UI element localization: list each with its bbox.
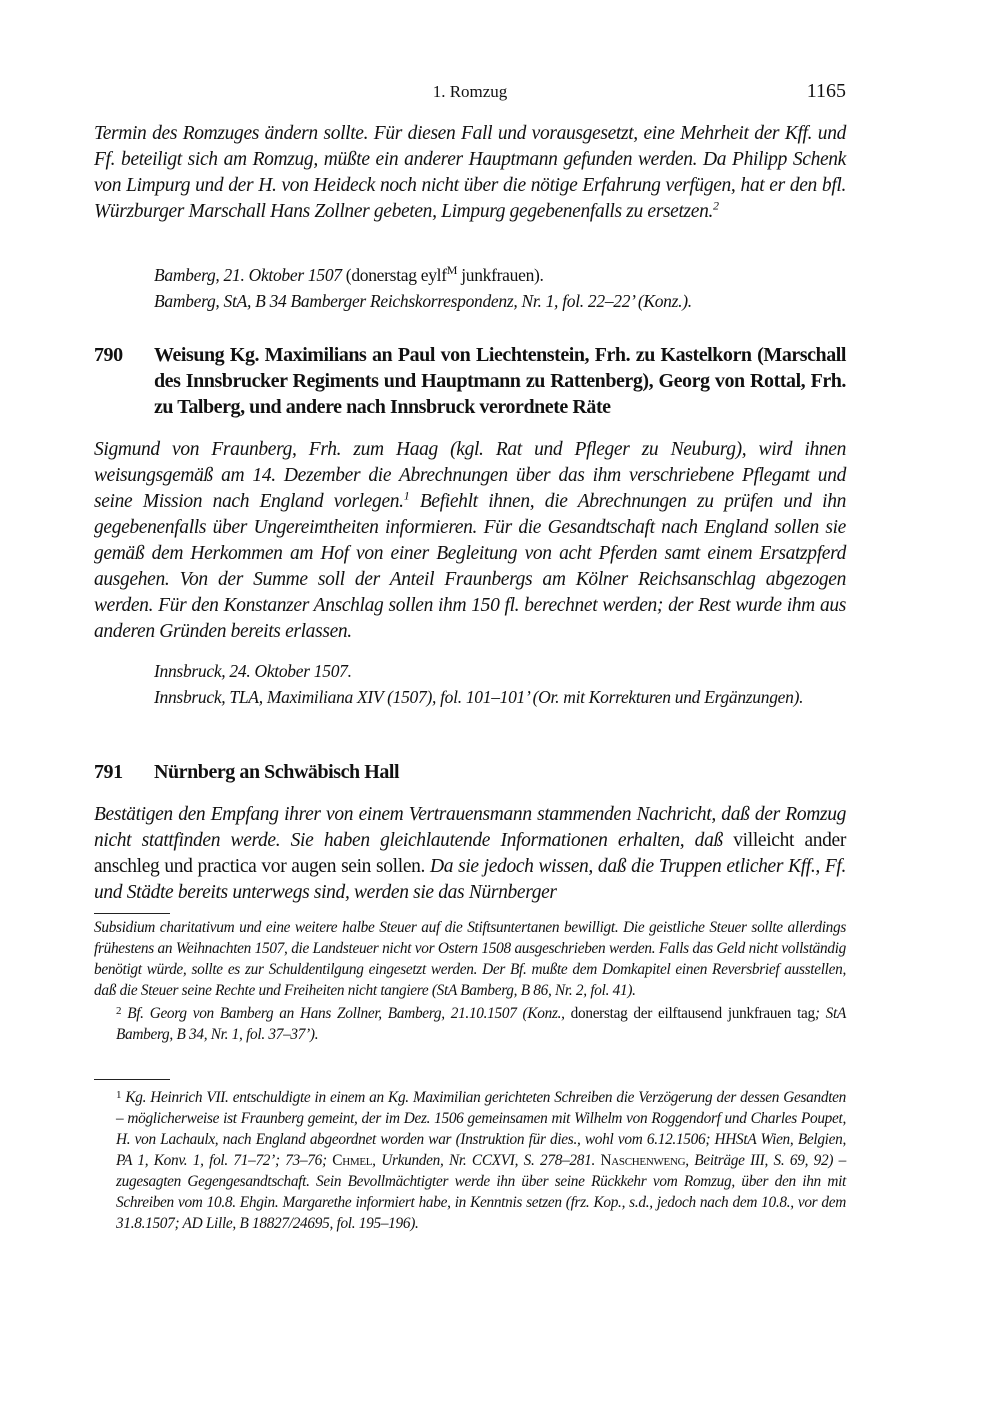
footnotes-previous [94, 917, 846, 1045]
entry-title: Nürnberg an Schwäbisch Hall [154, 761, 400, 783]
previous-entry-continuation [94, 121, 846, 225]
entry-title: Weisung Kg. Maximilians an Paul von Liechtenstein, Frh. zu Kastelkorn (Marschall des Innsbrucker Regiments und Hauptmann zu Rattenberg), Georg von Rottal, Frh. zu Talberg, und andere nach Innsbruck verordnete Räte [154, 344, 846, 418]
running-head [94, 82, 846, 106]
entry-791-summary: Bestätigen den Empfang ihrer von einem Vertrauensmann stammenden Nachricht, daß der Romzug nicht stattfinden werde. Sie haben gleichlautende Informationen erhalten, daß villeicht ander anschleg und practica vor augen sein sollen. Da sie jedoch wissen, daß die Truppen etlicher Kff., Ff. und Städte bereits unterwegs sind, werden sie das Nürnberger [94, 804, 846, 903]
chapter-title: 1. Romzug [432, 82, 508, 101]
footnote-ref[interactable]: 2 [713, 198, 719, 213]
footnote-1: $^1$ Kg. Heinrich VII. entschuldigte in einem an Kg. Maximilian gerichteten Schreiben die Verzögerung der dessen Gesandten – möglicherweise ist Fraunberg gemeint, der im Dez. 1506 gemeinsamen mit Wilhelm von Roggendorf und Charles Poupet, H. von Lachaulx, nach England abgeordnet worden war (Instruktion für dies., wohl vom 6.12.1506; HHStA Wien, Belgien, PA 1, Konv. 1, fol. 71–72’; 73–76; Chmel, Urkunden, Nr. CCXVI, S. 278–281. Naschenweng, Beiträge III, S. 69, 92) – zugesagten Gegengesandtschaft. Sein Bevollmächtigter werde ihn über seine Rückkehr vom Romzug, über den ihn mit Schreiben vom 10.8. Ehgin. Margarethe informiert habe, in Kenntnis setzen (frz. Kop., s.d., jedoch nach dem 10.8., vor dem 31.8.1507; AD Lille, B 18827/24695, fol. 195–196). [116, 1089, 846, 1232]
entry-790-meta [154, 658, 846, 710]
footnote-divider [94, 1079, 170, 1080]
entry-790-summary: Sigmund von Fraunberg, Frh. zum Haag (kgl. Rat und Pfleger zu Neuburg), wird ihnen weisungsgemäß am 14. Dezember die Abrechnungen über das ihm verschriebene Pflegamt und seine Mission nach England vorlegen.$^1$ Befiehlt ihnen, die Abrechnungen zu prüfen und ihn gegebenenfalls über Ungereimtheiten informieren. Für die Gesandtschaft nach England sollen sie gemäß dem Herkommen am Hof von einer Begleitung von acht Pferden samt einem Ersatzpferd ausgehen. Von der Summe soll der Anteil Fraunbergs am Kölner Reichsanschlag abgezogen werden. Für den Konstanzer Anschlag sollen ihm 150 fl. berechnet werden; der Rest wurde ihm aus anderen Gründen bereits erlassen. [94, 439, 847, 642]
footnote-2: $^2$ Bf. Georg von Bamberg an Hans Zollner, Bamberg, 21.10.1507 (Konz., donerstag der eilftausend junkfrauen tag; StA Bamberg, B 34, Nr. 1, fol. 37–37’). [116, 1005, 846, 1043]
page-number: 1165 [806, 80, 846, 102]
footnote-divider [94, 913, 170, 914]
entry-number: 790 [94, 344, 123, 366]
quoted-source-text: villeicht ander anschleg und practica vor augen sein sollen. [94, 830, 846, 877]
entry-heading-791 [94, 759, 846, 785]
entry-number: 791 [94, 761, 123, 783]
entry-789-meta [154, 262, 846, 314]
entry-source: Bamberg, StA, B 34 Bamberger Reichskorrespondenz, Nr. 1, fol. 22–22’ (Konz.). [154, 291, 692, 311]
entry-heading-790 [94, 342, 846, 420]
footnote-continuation: Subsidium charitativum und eine weitere halbe Steuer auf die Stiftsuntertanen bewilligt. Die geistliche Steuer sollte allerdings frühestens an Weihnachten 1507, die Landsteuer nicht vor Ostern 1508 ausgeschrieben werden. Falls das Geld nicht vollständig benötigt würde, sollte es zur Schuldentilgung eingesetzt werden. Der Bf. mußte dem Domkapitel einen Reversbrief ausstellen, daß die Steuer seine Rechte und Freiheiten nicht tangiere (StA Bamberg, B 86, Nr. 2, fol. 41). [94, 919, 846, 999]
continuation-summary: Termin des Romzuges ändern sollte. Für diesen Fall und vorausgesetzt, eine Mehrheit der Kff. und Ff. beteiligt sich am Romzug, müßte ein anderer Hauptmann gefunden werden. Da Philipp Schenk von Limpurg und der H. von Heideck noch nicht über die nötige Erfahrung verfügen, hat er den bfl. Würzburger Marschall Hans Zollner gebeten, Limpurg gegebenenfalls zu ersetzen.$^2$ [94, 123, 846, 222]
footnotes-current [94, 1085, 846, 1234]
entry-date: Bamberg, 21. Oktober 1507 (donerstag eylf$^M$ junkfrauen). [154, 263, 544, 285]
footnote-ref[interactable]: 1 [403, 488, 410, 503]
entry-source: Innsbruck, TLA, Maximiliana XIV (1507), fol. 101–101’ (Or. mit Korrekturen und Ergänzungen). [154, 687, 804, 707]
entry-date: Innsbruck, 24. Oktober 1507. [154, 661, 352, 681]
